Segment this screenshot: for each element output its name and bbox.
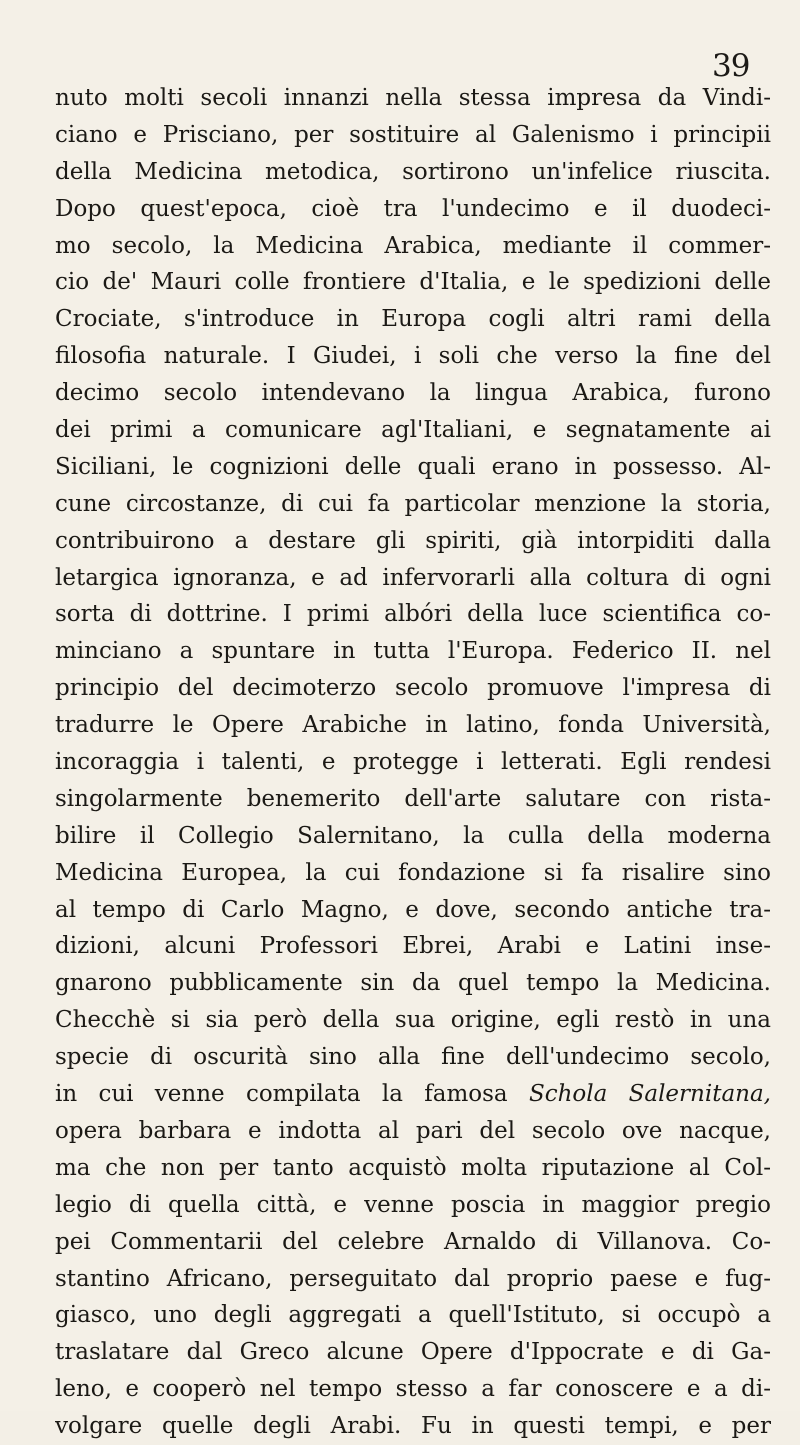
text-line: traslatare dal Greco alcune Opere d'Ippocrate e di Ga-	[55, 1339, 771, 1366]
text-line: nuto molti secoli innanzi nella stessa impresa da Vindi-	[55, 85, 771, 111]
text-line: decimo secolo intendevano la lingua Arabica, furono	[55, 380, 771, 407]
text-line: ma che non per tanto acquistò molta riputazione al Col-	[55, 1154, 771, 1181]
text-line: Crociate, s'introduce in Europa cogli altri rami della	[55, 306, 771, 333]
text-line: dei primi a comunicare agl'Italiani, e segnatamente ai	[55, 417, 771, 444]
text-line: principio del decimoterzo secolo promuove l'impresa di	[55, 675, 771, 702]
text-fragment: in cui venne compilata la famosa	[55, 1081, 529, 1108]
text-line: specie di oscurità sino alla fine dell'undecimo secolo,	[55, 1044, 771, 1071]
text-line: dizioni, alcuni Professori Ebrei, Arabi e Latini inse-	[55, 933, 771, 960]
text-line: letargica ignoranza, e ad infervorarli alla coltura di ogni	[55, 564, 771, 591]
text-line: al tempo di Carlo Magno, e dove, secondo antiche tra-	[55, 896, 771, 923]
text-line: volgare quelle degli Arabi. Fu in questi tempi, e per	[55, 1413, 771, 1440]
body-text	[55, 80, 771, 1445]
text-line: sorta di dottrine. I primi albóri della luce scientifica co-	[55, 601, 771, 628]
text-line-with-title	[55, 1076, 771, 1113]
book-title-italic: Schola Salernitana,	[528, 1081, 771, 1108]
text-line: contribuirono a destare gli spiriti, già intorpiditi dalla	[55, 527, 771, 554]
text-line: Medicina Europea, la cui fondazione si fa risalire sino	[55, 859, 771, 886]
text-line: pei Commentarii del celebre Arnaldo di Villanova. Co-	[55, 1228, 771, 1255]
text-line: bilire il Collegio Salernitano, la culla della moderna	[55, 822, 771, 849]
text-line: incoraggia i talenti, e protegge i letterati. Egli rendesi	[55, 749, 771, 776]
text-line: Checchè si sia però della sua origine, egli restò in una	[55, 1007, 771, 1034]
text-line: minciano a spuntare in tutta l'Europa. Federico II. nel	[55, 638, 771, 665]
text-line: cune circostanze, di cui fa particolar menzione la storia,	[55, 490, 771, 517]
text-line: mo secolo, la Medicina Arabica, mediante il commer-	[55, 232, 771, 259]
text-line: stantino Africano, perseguitato dal proprio paese e fug-	[55, 1265, 771, 1292]
text-line: Dopo quest'epoca, cioè tra l'undecimo e il duodeci-	[55, 195, 771, 222]
text-line: della Medicina metodica, sortirono un'infelice riuscita.	[55, 158, 771, 185]
text-line: filosofia naturale. I Giudei, i soli che verso la fine del	[55, 343, 771, 370]
text-line: opera barbara e indotta al pari del secolo ove nacque,	[55, 1117, 771, 1144]
text-line: tradurre le Opere Arabiche in latino, fonda Università,	[55, 712, 771, 739]
text-line: giasco, uno degli aggregati a quell'Istituto, si occupò a	[55, 1302, 771, 1329]
text-line: singolarmente benemerito dell'arte salutare con rista-	[55, 785, 771, 812]
text-line: legio di quella città, e venne poscia in maggior pregio	[55, 1191, 771, 1218]
text-line: Siciliani, le cognizioni delle quali erano in possesso. Al-	[55, 453, 771, 480]
text-line: gnarono pubblicamente sin da quel tempo la Medicina.	[55, 970, 771, 997]
text-line: cio de' Mauri colle frontiere d'Italia, e le spedizioni delle	[55, 269, 771, 296]
page-number: 39	[712, 48, 750, 84]
text-line: ciano e Prisciano, per sostituire al Galenismo i principii	[55, 121, 771, 148]
text-line: leno, e cooperò nel tempo stesso a far conoscere e a di-	[55, 1376, 771, 1403]
